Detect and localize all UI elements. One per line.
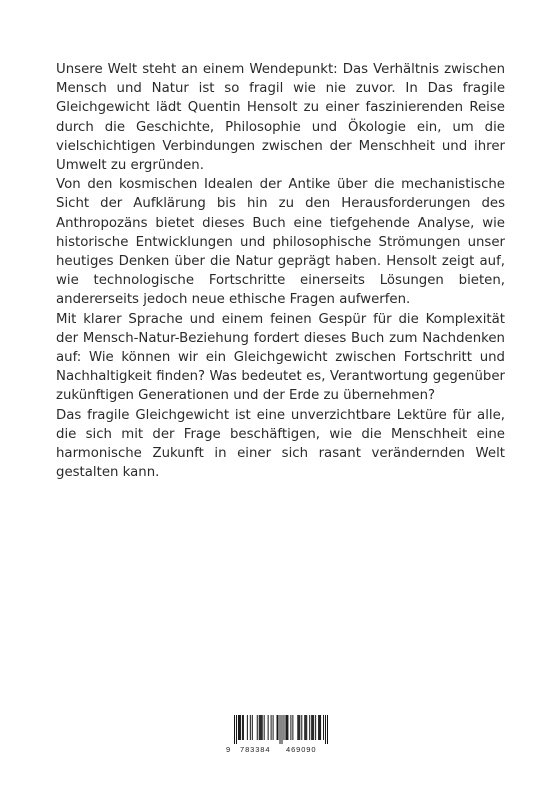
blurb-paragraph-1: Unsere Welt steht an einem Wendepunkt: Das Verhältnis zwischen Mensch und Natur ist so fragil wie nie zuvor. In Das fragile Gleichgewicht lädt Quentin Hensolt zu einer faszinierenden Reise durch die Geschichte, Philosophie und Ökologie ein, um die vielschichtigen Verbindungen zwischen der Menschheit und ihrer Umwelt zu ergründen. bbox=[56, 62, 505, 174]
barcode-bar bbox=[327, 715, 328, 744]
barcode-bar bbox=[312, 715, 313, 740]
barcode-bar bbox=[261, 715, 262, 740]
blurb-paragraph-2: Von den kosmischen Idealen der Antike über die mechanistische Sicht der Aufklärung bis hin zu den Herausforderungen des Anthropozäns bietet dieses Buch eine tiefgehende Analyse, wie historische Entwicklungen und philosophische Strömungen unser heutiges Denken über die Natur geprägt haben. Hensolt zeigt auf, wie technologische Fortschritte einerseits Lösungen bieten, andererseits jedoch neue ethische Fragen aufwerfen. bbox=[56, 177, 505, 308]
barcode-bar bbox=[250, 715, 251, 740]
barcode-bar bbox=[283, 715, 284, 740]
barcode-bar bbox=[315, 715, 316, 740]
blurb-paragraph-3: Mit klarer Sprache und einem feinen Gespür für die Komplexität der Mensch-Natur-Beziehung fordert dieses Buch zum Nachdenken auf: Wie können wir ein Gleichgewicht zwischen Fortschritt und Nachhaltigkeit finden? Was bedeutet es, Verantwortung gegenüber zukünftigen Generationen und der Erde zu übernehmen? bbox=[56, 311, 505, 404]
barcode-bar bbox=[234, 715, 235, 744]
barcode-bar bbox=[280, 715, 281, 744]
barcode-bar bbox=[260, 715, 261, 740]
barcode-bar bbox=[240, 715, 241, 740]
barcode-bar bbox=[273, 715, 274, 740]
barcode-bar bbox=[286, 715, 287, 740]
barcode-bar bbox=[323, 715, 324, 740]
barcode-bar bbox=[313, 715, 314, 740]
back-cover-blurb bbox=[56, 60, 505, 482]
barcode-bar bbox=[271, 715, 272, 740]
barcode-bar bbox=[319, 715, 320, 740]
barcode-bar bbox=[298, 715, 299, 740]
barcode-bar bbox=[243, 715, 244, 740]
barcode-bar bbox=[268, 715, 269, 740]
barcode-bar bbox=[301, 715, 302, 740]
barcode-bar bbox=[257, 715, 258, 740]
barcode-bar bbox=[309, 715, 310, 740]
barcode-bar bbox=[252, 715, 253, 740]
barcode-digits-left: 783384 bbox=[240, 745, 271, 754]
barcode-bar bbox=[305, 715, 306, 740]
barcode-bar bbox=[311, 715, 312, 740]
barcode-bar bbox=[292, 715, 293, 740]
barcode-bar bbox=[306, 715, 307, 740]
barcode-bar bbox=[242, 715, 243, 740]
barcode-bar bbox=[238, 715, 239, 740]
barcode-bar bbox=[247, 715, 248, 740]
isbn-barcode bbox=[226, 712, 332, 756]
barcode-bar bbox=[236, 715, 237, 744]
barcode-bar bbox=[290, 715, 291, 740]
barcode-bar bbox=[239, 715, 240, 740]
barcode-digit-first: 9 bbox=[226, 745, 231, 754]
barcode-bar bbox=[262, 715, 263, 740]
barcode-bar bbox=[320, 715, 321, 740]
barcode-bar bbox=[297, 715, 298, 740]
barcode-bar bbox=[277, 715, 278, 740]
barcode-bar bbox=[281, 715, 282, 744]
barcode-bar bbox=[259, 715, 260, 740]
barcode-bar bbox=[299, 715, 300, 740]
barcode-bar bbox=[264, 715, 265, 740]
barcode-bars bbox=[234, 715, 328, 744]
barcode-bar bbox=[285, 715, 286, 740]
barcode-bar bbox=[278, 715, 279, 740]
blurb-paragraph-4: Das fragile Gleichgewicht ist eine unverzichtbare Lektüre für alle, die sich mit der Frage beschäftigen, wie die Menschheit eine harmonische Zukunft in einer sich rasant verändernden Welt gestalten kann. bbox=[56, 407, 505, 481]
barcode-bar bbox=[304, 715, 305, 740]
barcode-bar bbox=[318, 715, 319, 740]
barcode-digits-right: 469090 bbox=[286, 745, 317, 754]
barcode-bar bbox=[287, 715, 288, 740]
barcode-bar bbox=[325, 715, 326, 744]
